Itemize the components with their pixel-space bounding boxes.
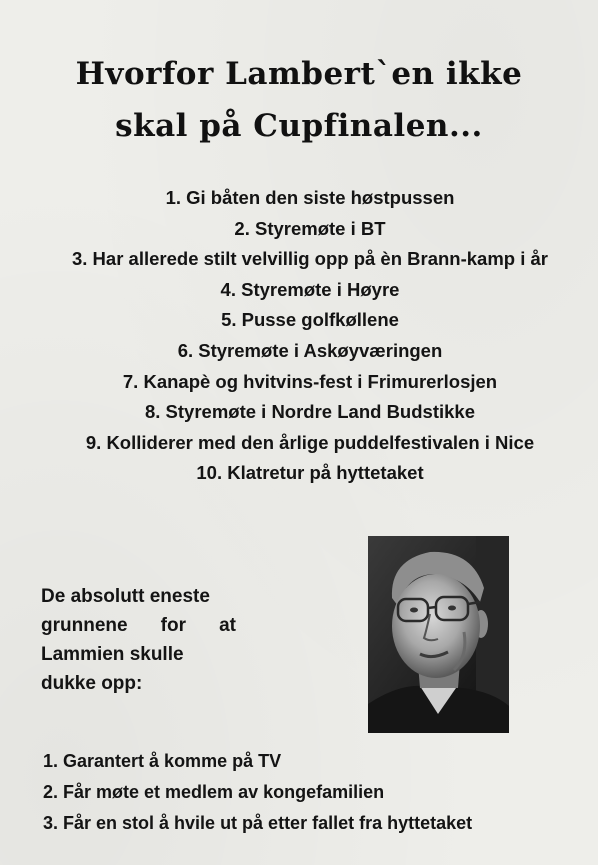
- reason-item: 9. Kolliderer med den årlige puddelfestivalen i Nice: [85, 431, 535, 453]
- reasons-list: [0, 183, 598, 489]
- extra-reason-item: 1. Garantert å komme på TV: [43, 751, 282, 771]
- portrait-photo: [368, 536, 509, 733]
- intro-word: for: [160, 615, 186, 636]
- intro-line: Lammien skulle: [41, 644, 184, 665]
- intro-line: dukke opp:: [41, 673, 143, 694]
- intro-line: [41, 611, 236, 640]
- intro-line: De absolutt eneste: [41, 586, 210, 607]
- title-line-1: Hvorfor Lambert`en ikke: [75, 56, 523, 92]
- intro-paragraph: [41, 582, 241, 698]
- reason-item: 7. Kanapè og hvitvins-fest i Frimurerlosjen: [122, 370, 498, 392]
- reason-item: 4. Styremøte i Høyre: [220, 278, 400, 300]
- reason-item: 10. Klatretur på hyttetaket: [196, 462, 424, 484]
- intro-word: at: [219, 615, 236, 636]
- extra-reason-item: 3. Får en stol å hvile ut på etter fallet fra hyttetaket: [43, 813, 473, 833]
- reason-item: 6. Styremøte i Askøyværingen: [177, 339, 443, 361]
- reason-item: 3. Har allerede stilt velvillig opp på èn Brann-kamp i år: [71, 248, 548, 270]
- extra-reasons-list: [43, 746, 472, 839]
- extra-reason-item: 2. Får møte et medlem av kongefamilien: [43, 782, 385, 802]
- intro-word: grunnene: [41, 615, 128, 636]
- reason-item: 1. Gi båten den siste høstpussen: [165, 187, 455, 208]
- reason-item: 5. Pusse golfkøllene: [221, 309, 399, 331]
- reason-item: 8. Styremøte i Nordre Land Budstikke: [144, 401, 475, 423]
- title-line-2: skal på Cupfinalen...: [115, 108, 483, 144]
- reason-item: 2. Styremøte i BT: [234, 217, 386, 239]
